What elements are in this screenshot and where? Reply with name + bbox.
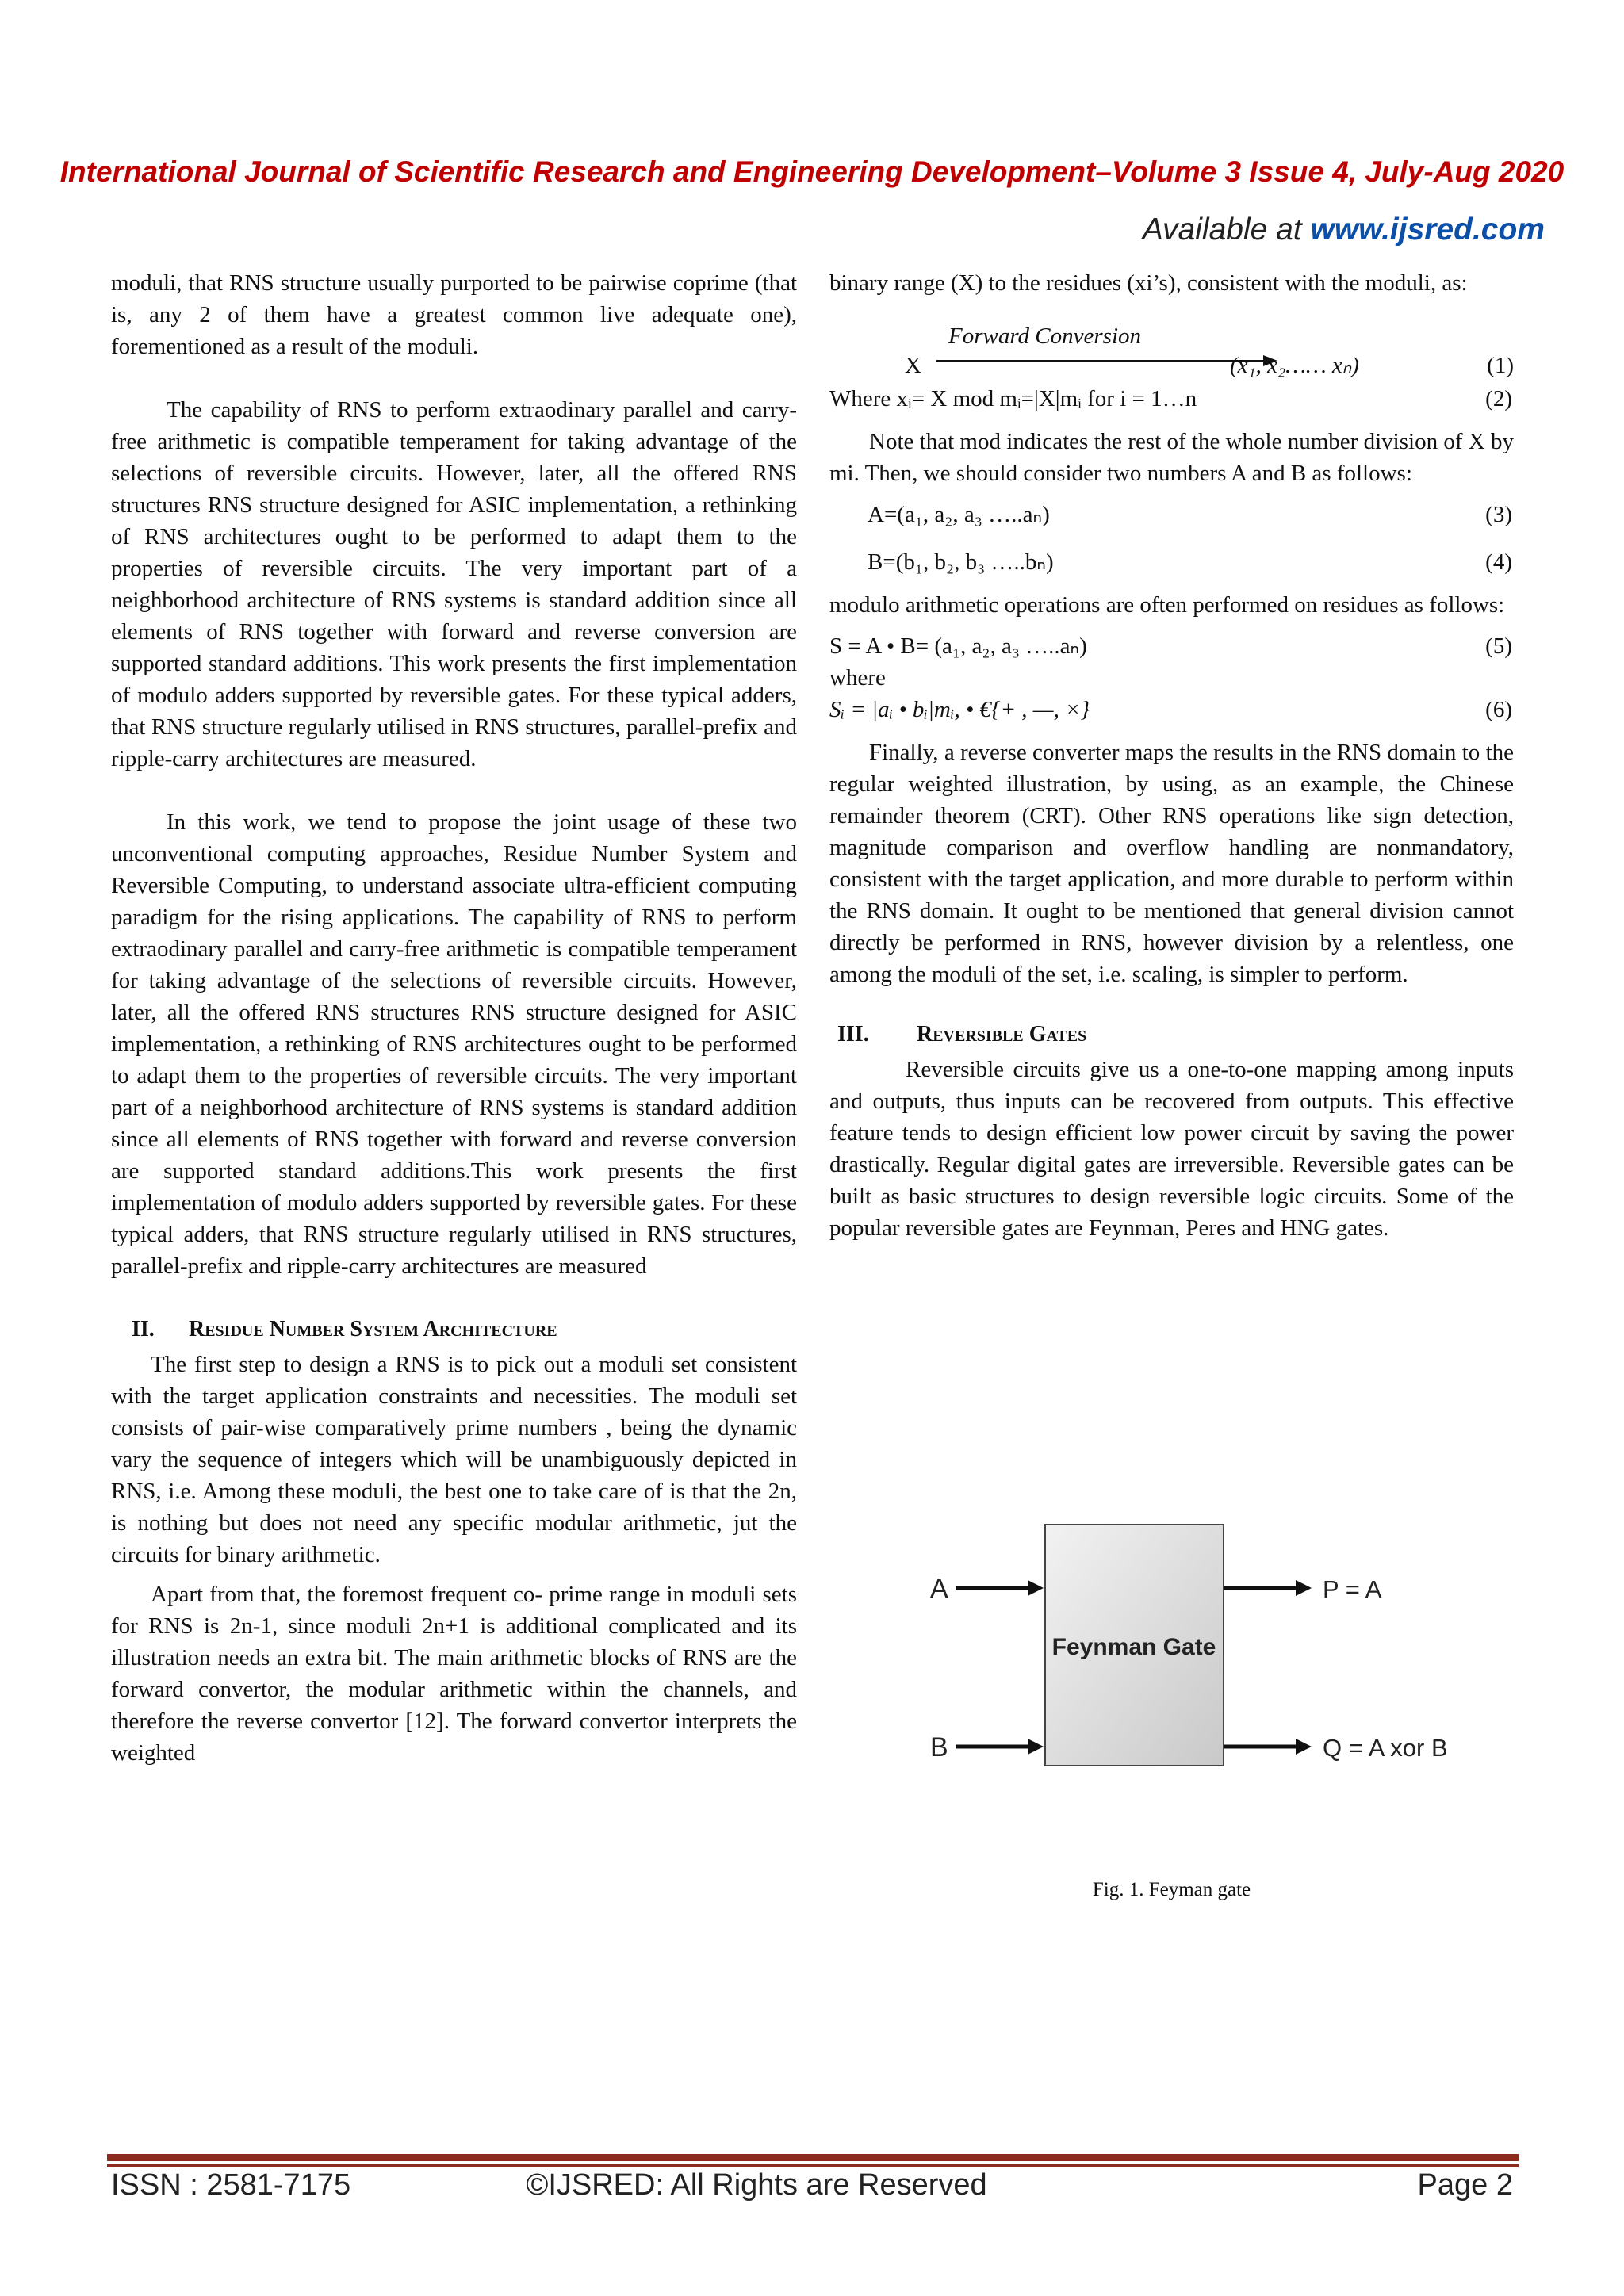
output-q-arrow-icon (1224, 1739, 1312, 1755)
footer-copyright: ©IJSRED: All Rights are Reserved (526, 2168, 987, 2202)
section-heading-2 (111, 1314, 797, 1345)
right-column (829, 267, 1514, 1244)
section-number: III. (837, 1022, 869, 1047)
equation-text: Sᵢ = |aᵢ • bᵢ|mᵢ, • €{+ , —, ×} (829, 697, 1090, 722)
equation-6 (829, 694, 1514, 725)
footer-page-number: Page 2 (1417, 2168, 1513, 2202)
paragraph: binary range (X) to the residues (xi’s), consistent with the moduli, as: (829, 270, 1468, 296)
feynman-gate-figure (912, 1518, 1451, 1772)
paragraph: The first step to design a RNS is to pick out a moduli set consistent with the target application constraints and necessities. The moduli set consists of pair-wise comparatively prime numbers , being the dynamic vary the sequence of integers which will be unambiguously depicted in RNS, i.e. Among these moduli, the best one to take care of is that the 2n, is nothing but does not need any specific modular arithmetic, jut the circuits for binary arithmetic. (111, 1352, 797, 1567)
paragraph: moduli, that RNS structure usually purported to be pairwise coprime (that is, any 2 of them have a greatest common live adequate one), forementioned as a result of the moduli. (111, 270, 797, 359)
equation-text: Where xᵢ= X mod mᵢ=|X|mᵢ for i = 1…n (829, 386, 1197, 411)
section-number: II. (132, 1317, 155, 1341)
feynman-gate-diagram (912, 1518, 1451, 1772)
equation-4 (829, 546, 1514, 578)
paragraph: In this work, we tend to propose the joint usage of these two unconventional computing approaches, Residue Number System and Reversible Computing, to understand associate ultra-efficient computing paradigm for the rising applications. The capability of RNS to perform extraodinary parallel and carry-free arithmetic is compatible temperament for taking advantage of the selections of reversible circuits. However, later, all the offered RNS structures RNS structure designed for ASIC implementation, a rethinking of RNS architectures ought to be performed to adapt them to the properties of reversible circuits. The very important part of a neighborhood architecture of RNS systems is standard addition since all elements of RNS together with forward and reverse conversion are supported standard additions.This work presents the first implementation of modulo adders supported by reversible gates. For these typical adders, that RNS structure regularly utilised in RNS structures, parallel-prefix and ripple-carry architectures are measured (111, 809, 797, 1279)
paragraph: Note that mod indicates the rest of the whole number division of X by mi. Then, we should consider two numbers A and B as follows: (829, 429, 1514, 486)
paragraph: Apart from that, the foremost frequent co- prime range in moduli sets for RNS is 2n-1, since moduli 2n+1 is additional complicated and its illustration needs an extra bit. The main arithmetic blocks of RNS are the forward convertor, the modular arithmetic within the channels, and therefore the reverse convertor [12]. The forward convertor interprets the weighted (111, 1582, 797, 1766)
available-prefix: Available at (1142, 212, 1311, 247)
eq1-lhs: X (905, 353, 921, 378)
equation-number: (3) (1485, 502, 1512, 527)
equation-number: (1) (1487, 353, 1514, 378)
section-title: Reversible Gates (917, 1022, 1087, 1047)
equation-text: A=(a₁, a₂, a₃ …..aₙ) (868, 502, 1050, 527)
section-heading-3 (829, 1019, 1514, 1050)
equation-number: (2) (1485, 386, 1512, 411)
equation-2 (829, 383, 1514, 415)
eq1-rhs: (x₁, x₂…… xₙ) (1230, 353, 1359, 378)
paragraph: Reversible circuits give us a one-to-one mapping among inputs and outputs, thus inputs can be recovered from outputs. This effective feature tends to design efficient low power circuit by saving the power drastically. Regular digital gates are irreversible. Reversible gates can be built as basic structures to design reversible logic circuits. Some of the popular reversible gates are Feynman, Peres and HNG gates. (829, 1057, 1514, 1241)
footer-issn: ISSN : 2581-7175 (111, 2168, 351, 2202)
equation-number: (4) (1485, 549, 1512, 575)
section-title: Residue Number System Architecture (189, 1317, 557, 1341)
where-text: where (829, 665, 886, 691)
journal-header: International Journal of Scientific Research and Engineering Development–Volume 3 Issue 4, July-Aug 2020 (59, 155, 1565, 188)
paragraph: The capability of RNS to perform extraodinary parallel and carry-free arithmetic is compatible temperament for taking advantage of the selections of reversible circuits. However, later, all the offered RNS structures RNS structure designed for ASIC implementation, a rethinking of RNS architectures ought to be performed to adapt them to the properties of reversible circuits. The very important part of a neighborhood architecture of RNS systems is standard addition since all elements of RNS together with forward and reverse conversion are supported standard additions. This work presents the first implementation of modulo adders supported by reversible gates. For these typical adders, that RNS structure regularly utilised in RNS structures, parallel-prefix and ripple-carry architectures are measured. (111, 397, 797, 771)
forward-arrow-icon (936, 353, 1277, 369)
gate-label: Feynman Gate (1051, 1634, 1216, 1660)
equation-text: S = A • B= (a₁, a₂, a₃ …..aₙ) (829, 633, 1087, 659)
input-a-label: A (930, 1574, 948, 1604)
equation-3 (829, 499, 1514, 530)
input-b-arrow-icon (956, 1739, 1044, 1755)
footer-rule-thin (107, 2164, 1519, 2167)
left-column (111, 267, 797, 1769)
equation-1 (829, 299, 1514, 378)
figure-caption: Fig. 1. Feyman gate (1092, 1879, 1251, 1900)
equation-number: (5) (1485, 633, 1512, 659)
paragraph: modulo arithmetic operations are often performed on residues as follows: (829, 592, 1505, 618)
journal-url-link[interactable]: www.ijsred.com (1310, 212, 1545, 247)
input-b-label: B (930, 1732, 948, 1762)
equation-number: (6) (1485, 697, 1512, 722)
paragraph: Finally, a reverse converter maps the results in the RNS domain to the regular weighted illustration, by using, as an example, the Chinese remainder theorem (CRT). Other RNS operations like sign detection, magnitude comparison and overflow handling are nonmandatory, consistent with the target application, and more durable to perform within the RNS domain. It ought to be mentioned that general division cannot directly be performed in RNS, however division by a relentless, one among the moduli of the set, i.e. scaling, is simpler to perform. (829, 740, 1514, 987)
output-p-arrow-icon (1224, 1580, 1312, 1596)
input-a-arrow-icon (956, 1580, 1044, 1596)
output-p-label: P = A (1323, 1575, 1382, 1603)
equation-5 (829, 630, 1514, 662)
footer-rule (107, 2154, 1519, 2161)
output-q-label: Q = A xor B (1323, 1734, 1448, 1762)
equation-text: B=(b₁, b₂, b₃ …..bₙ) (868, 549, 1054, 575)
forward-conversion-label: Forward Conversion (948, 323, 1142, 349)
availability-line (1143, 212, 1545, 247)
